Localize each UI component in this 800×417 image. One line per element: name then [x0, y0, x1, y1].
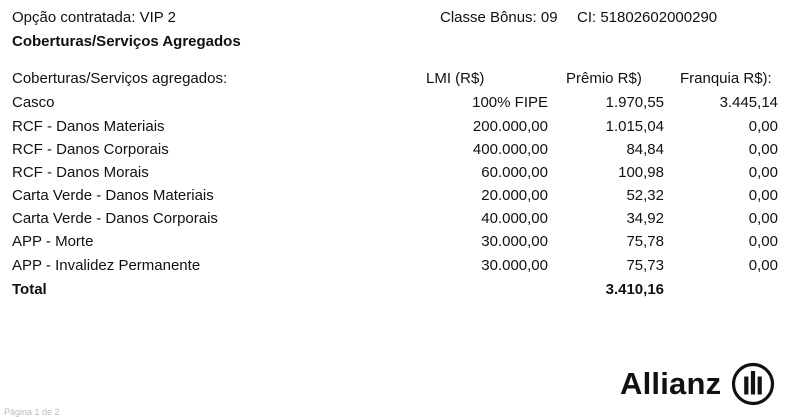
coverage-name: RCF - Danos Morais [12, 164, 149, 181]
header-coverages: Coberturas/Serviços agregados: [12, 70, 228, 87]
coverage-premio: 52,32 [626, 187, 664, 204]
coverage-lmi: 100% FIPE [472, 94, 548, 111]
coverage-premio: 75,73 [626, 257, 664, 274]
coverage-franquia: 0,00 [748, 257, 778, 274]
header-premio: Prêmio R$) [566, 70, 642, 87]
coverage-franquia: 0,00 [748, 187, 778, 204]
coverage-franquia: 0,00 [748, 233, 778, 250]
coverage-premio: 1.015,04 [605, 118, 664, 135]
page-indicator: Página 1 de 2 [4, 407, 60, 417]
total-label: Total [12, 281, 47, 298]
coverage-name: Carta Verde - Danos Materiais [12, 187, 214, 204]
allianz-eagle-circle-icon [731, 362, 775, 406]
coverage-franquia: 0,00 [748, 210, 778, 227]
total-premio: 3.410,16 [605, 281, 664, 298]
coverage-lmi: 400.000,00 [472, 141, 548, 158]
coverage-name: APP - Morte [12, 233, 94, 250]
coverage-name: Carta Verde - Danos Corporais [12, 210, 218, 227]
coverage-lmi: 20.000,00 [481, 187, 548, 204]
coverage-lmi: 30.000,00 [481, 233, 548, 250]
coverage-premio: 100,98 [618, 164, 664, 181]
coverage-premio: 75,78 [626, 233, 664, 250]
coverage-name: Casco [12, 94, 55, 111]
header-lmi: LMI (R$) [426, 70, 485, 87]
coverage-franquia: 0,00 [748, 164, 778, 181]
coverage-premio: 1.970,55 [605, 94, 664, 111]
coverage-name: RCF - Danos Materiais [12, 118, 165, 135]
allianz-logo [620, 362, 775, 406]
coverage-name: RCF - Danos Corporais [12, 141, 169, 158]
coverage-lmi: 60.000,00 [481, 164, 548, 181]
coverage-name: APP - Invalidez Permanente [12, 257, 201, 274]
bonus-class: Classe Bônus: 09 [440, 9, 558, 26]
contracted-option: Opção contratada: VIP 2 [12, 9, 176, 26]
coverage-lmi: 200.000,00 [472, 118, 548, 135]
coverage-lmi: 40.000,00 [481, 210, 548, 227]
coverage-franquia: 3.445,14 [719, 94, 778, 111]
coverage-lmi: 30.000,00 [481, 257, 548, 274]
coverage-premio: 34,92 [626, 210, 664, 227]
ci-number: CI: 51802602000290 [577, 9, 718, 26]
header-franquia: Franquia R$): [680, 70, 772, 87]
section-title: Coberturas/Serviços Agregados [12, 33, 241, 50]
coverage-premio: 84,84 [626, 141, 664, 158]
coverage-franquia: 0,00 [748, 141, 778, 158]
brand-name: Allianz [620, 366, 722, 401]
coverage-franquia: 0,00 [748, 118, 778, 135]
